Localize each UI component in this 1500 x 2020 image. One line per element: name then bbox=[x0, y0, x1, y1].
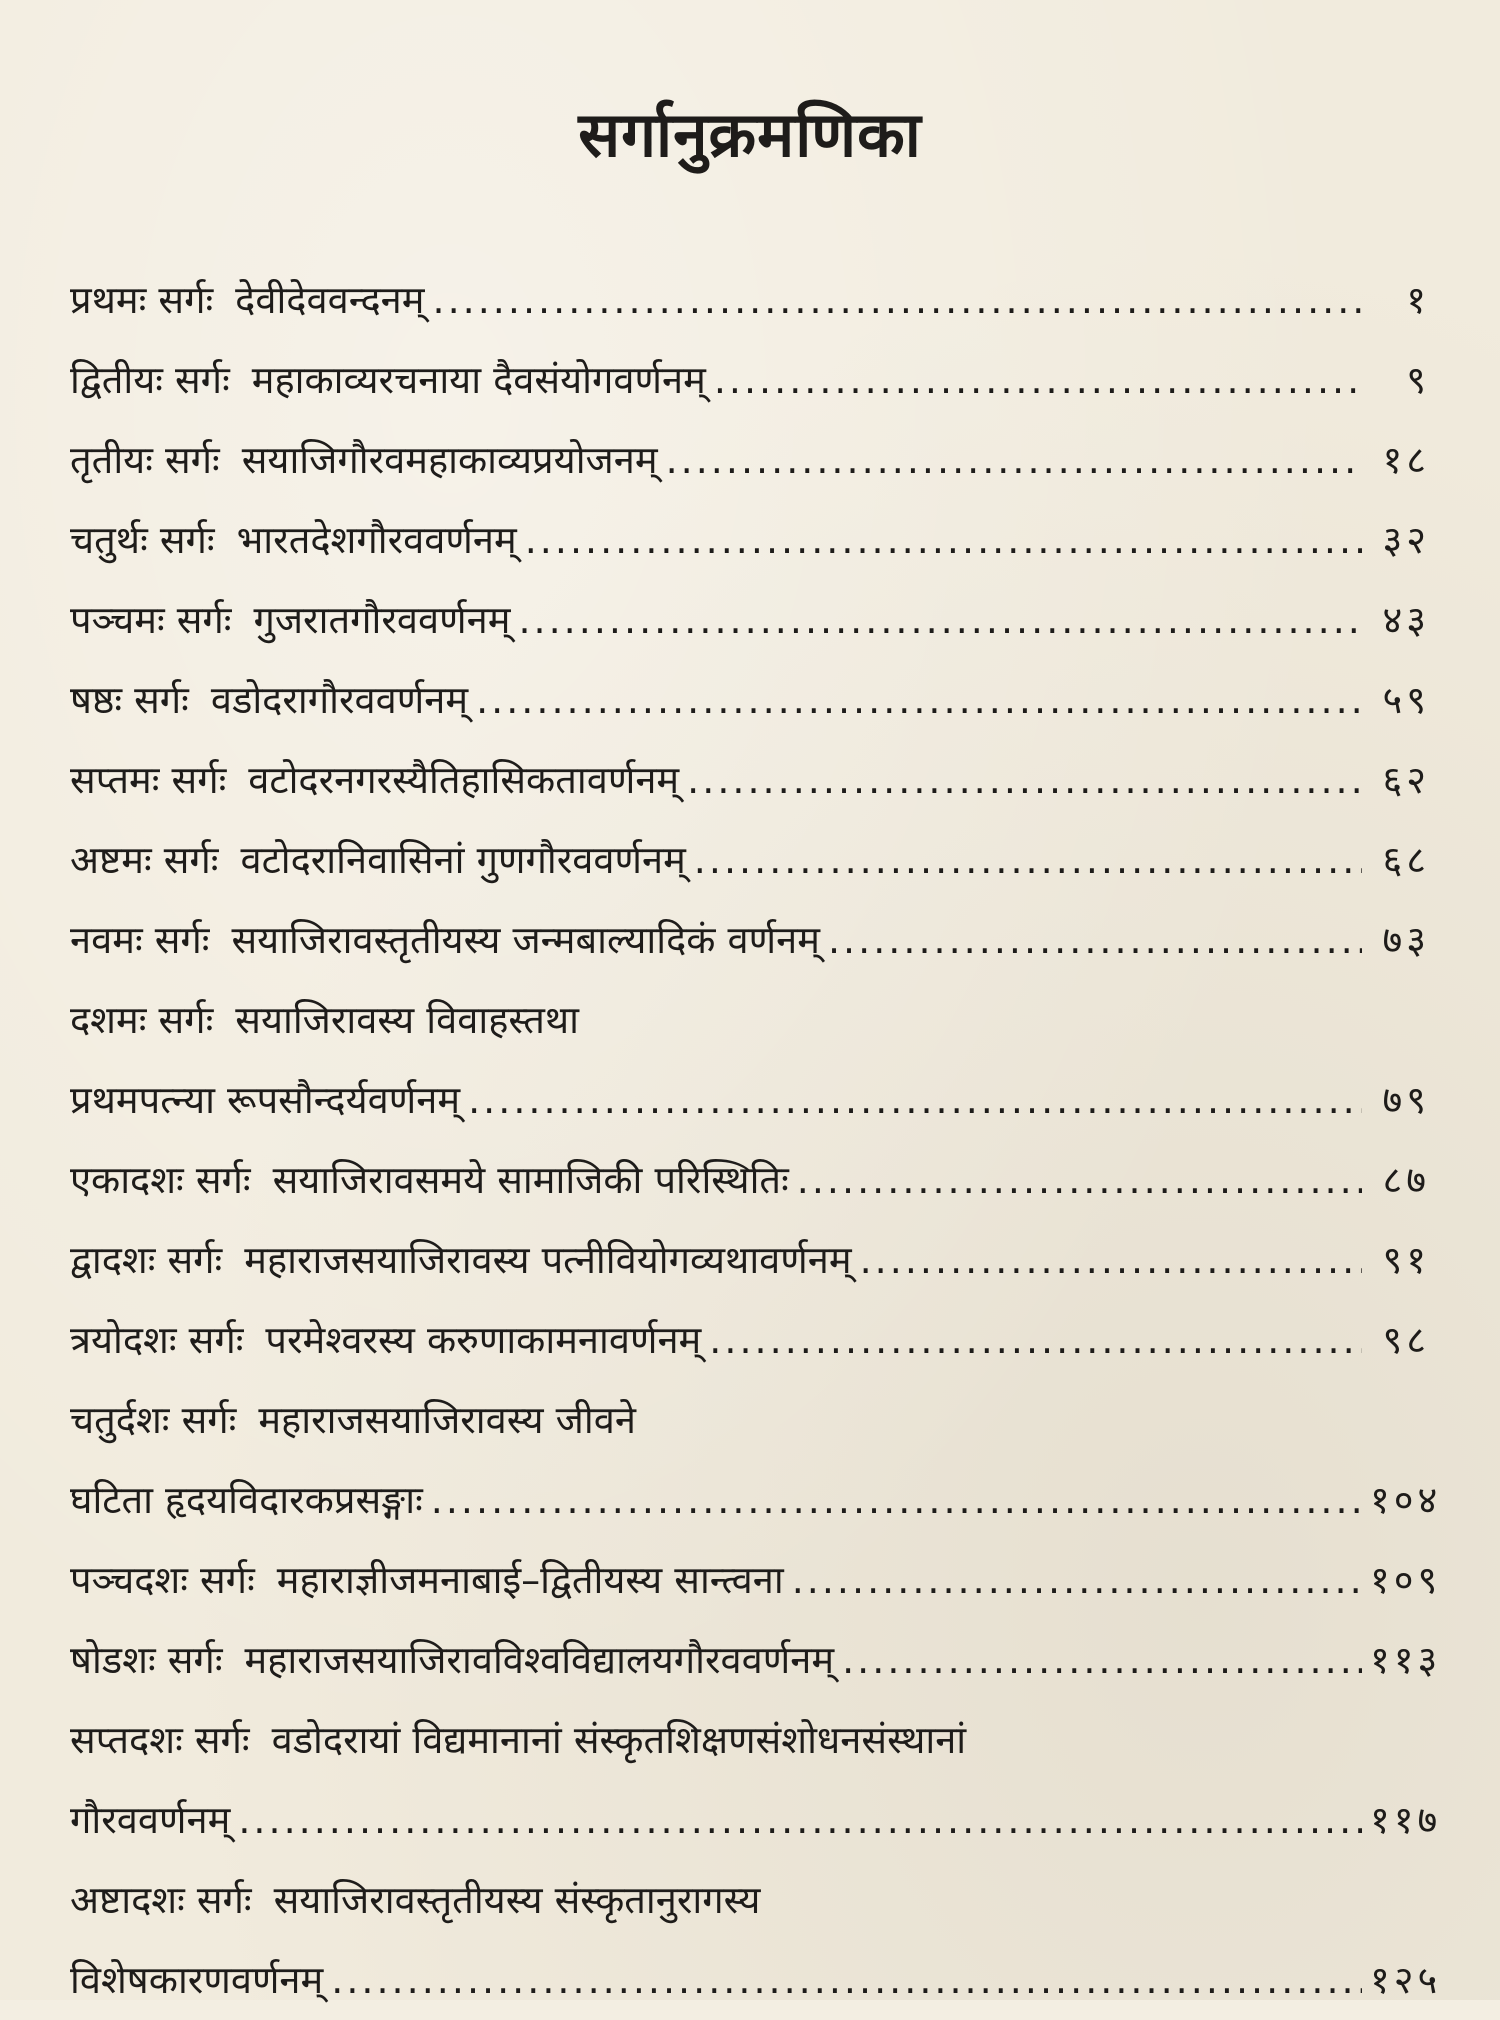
dot-leader bbox=[694, 820, 1362, 900]
chapter-number: द्वितीयः सर्गः bbox=[70, 358, 230, 402]
chapter-title-continued: घटिता हृदयविदारकप्रसङ्गाः bbox=[70, 1478, 423, 1522]
dot-leader bbox=[525, 500, 1362, 580]
dot-leader bbox=[792, 1540, 1362, 1620]
page-number: ३२ bbox=[1382, 518, 1430, 562]
dot-leader bbox=[476, 660, 1362, 740]
chapter-title-continued: विशेषकारणवर्णनम् bbox=[70, 1958, 324, 2002]
chapter-title: वटोदरनगरस्यैतिहासिकतावर्णनम् bbox=[248, 758, 680, 802]
dot-leader bbox=[238, 1780, 1362, 1860]
dot-leader bbox=[666, 420, 1362, 500]
dot-leader bbox=[331, 1940, 1362, 2020]
chapter-number: दशमः सर्गः bbox=[70, 998, 214, 1042]
dot-leader bbox=[842, 1620, 1362, 1700]
toc-entry-15 bbox=[70, 1540, 1442, 1620]
table-of-contents bbox=[70, 260, 1442, 2020]
dot-leader bbox=[432, 260, 1362, 340]
page-title: सर्गानुक्रमणिका bbox=[578, 98, 922, 171]
toc-entry-8 bbox=[70, 820, 1430, 900]
toc-entry-13 bbox=[70, 1300, 1430, 1380]
toc-entry-9 bbox=[70, 900, 1430, 980]
page-number: १०९ bbox=[1370, 1558, 1442, 1602]
page-number: ६८ bbox=[1382, 838, 1430, 882]
page-number: ६२ bbox=[1382, 758, 1430, 802]
chapter-title: सयाजिरावसमये सामाजिकी परिस्थितिः bbox=[272, 1158, 789, 1202]
chapter-number: नवमः सर्गः bbox=[70, 918, 210, 962]
chapter-title: देवीदेववन्दनम् bbox=[235, 278, 425, 322]
toc-entry-10 bbox=[70, 980, 1430, 1140]
chapter-number: सप्तमः सर्गः bbox=[70, 758, 227, 802]
dot-leader bbox=[468, 1060, 1362, 1140]
toc-entry-17 bbox=[70, 1700, 1442, 1860]
chapter-title: सयाजिरावस्तृतीयस्य जन्मबाल्यादिकं वर्णनम् bbox=[231, 918, 820, 962]
chapter-number: तृतीयः सर्गः bbox=[70, 438, 220, 482]
chapter-number: अष्टमः सर्गः bbox=[70, 838, 219, 882]
dot-leader bbox=[518, 580, 1362, 660]
page-number: १८ bbox=[1382, 438, 1430, 482]
page-number: ११३ bbox=[1370, 1638, 1442, 1682]
chapter-number: त्रयोदशः सर्गः bbox=[70, 1318, 244, 1362]
toc-entry-18 bbox=[70, 1860, 1442, 2020]
page-number: १०४ bbox=[1370, 1478, 1442, 1522]
chapter-title: वडोदरागौरववर्णनम् bbox=[210, 678, 469, 722]
chapter-title: वटोदरानिवासिनां गुणगौरववर्णनम् bbox=[240, 838, 686, 882]
chapter-title: वडोदरायां विद्यमानानां संस्कृतशिक्षणसंशोधनसंस्थानां bbox=[271, 1718, 967, 1762]
toc-entry-7 bbox=[70, 740, 1430, 820]
chapter-title: महाराजसयाजिरावविश्वविद्यालयगौरववर्णनम् bbox=[244, 1638, 835, 1682]
chapter-number: चतुर्थः सर्गः bbox=[70, 518, 215, 562]
chapter-title-continued: प्रथमपत्न्या रूपसौन्दर्यवर्णनम् bbox=[70, 1078, 461, 1122]
chapter-number: षष्ठः सर्गः bbox=[70, 678, 189, 722]
page-number: ९८ bbox=[1382, 1318, 1430, 1362]
dot-leader bbox=[431, 1460, 1362, 1540]
chapter-number: प्रथमः सर्गः bbox=[70, 278, 214, 322]
chapter-title: सयाजिरावस्य विवाहस्तथा bbox=[235, 998, 579, 1042]
toc-entry-14 bbox=[70, 1380, 1442, 1540]
toc-entry-2 bbox=[70, 340, 1430, 420]
chapter-title: सयाजिगौरवमहाकाव्यप्रयोजनम् bbox=[241, 438, 658, 482]
toc-entry-12 bbox=[70, 1220, 1430, 1300]
chapter-number: पञ्चदशः सर्गः bbox=[70, 1558, 255, 1602]
toc-entry-6 bbox=[70, 660, 1430, 740]
page-number: ८७ bbox=[1382, 1158, 1430, 1202]
chapter-title: भारतदेशगौरववर्णनम् bbox=[236, 518, 517, 562]
toc-entry-16 bbox=[70, 1620, 1442, 1700]
page-number: ७९ bbox=[1382, 1078, 1430, 1122]
dot-leader bbox=[709, 1300, 1362, 1380]
chapter-title: महाराजसयाजिरावस्य पत्नीवियोगव्यथावर्णनम् bbox=[244, 1238, 852, 1282]
dot-leader bbox=[797, 1140, 1362, 1220]
page-number: ११७ bbox=[1370, 1798, 1442, 1842]
toc-entry-3 bbox=[70, 420, 1430, 500]
page-number: ५९ bbox=[1382, 678, 1430, 722]
page-number: १ bbox=[1406, 278, 1430, 322]
toc-entry-1 bbox=[70, 260, 1430, 340]
chapter-title: परमेश्वरस्य करुणाकामनावर्णनम् bbox=[265, 1318, 702, 1362]
page-number: ७३ bbox=[1382, 918, 1430, 962]
chapter-number: सप्तदशः सर्गः bbox=[70, 1718, 250, 1762]
chapter-title: महाराज्ञीजमनाबाई–द्वितीयस्य सान्त्वना bbox=[276, 1558, 784, 1602]
chapter-number: अष्टादशः सर्गः bbox=[70, 1878, 252, 1922]
chapter-number: चतुर्दशः सर्गः bbox=[70, 1398, 237, 1442]
chapter-title: सयाजिरावस्तृतीयस्य संस्कृतानुरागस्य bbox=[273, 1878, 761, 1922]
toc-entry-4 bbox=[70, 500, 1430, 580]
chapter-title-continued: गौरववर्णनम् bbox=[70, 1798, 231, 1842]
toc-entry-5 bbox=[70, 580, 1430, 660]
dot-leader bbox=[714, 340, 1362, 420]
dot-leader bbox=[687, 740, 1362, 820]
dot-leader bbox=[860, 1220, 1362, 1300]
chapter-title: महाराजसयाजिरावस्य जीवने bbox=[258, 1398, 636, 1442]
page-number: ९ bbox=[1406, 358, 1430, 402]
chapter-number: षोडशः सर्गः bbox=[70, 1638, 223, 1682]
chapter-number: द्वादशः सर्गः bbox=[70, 1238, 223, 1282]
chapter-title: गुजरातगौरववर्णनम् bbox=[253, 598, 511, 642]
chapter-number: एकादशः सर्गः bbox=[70, 1158, 251, 1202]
dot-leader bbox=[828, 900, 1362, 980]
chapter-number: पञ्चमः सर्गः bbox=[70, 598, 232, 642]
page-number: ९१ bbox=[1382, 1238, 1430, 1282]
toc-entry-11 bbox=[70, 1140, 1430, 1220]
page-number: १२५ bbox=[1370, 1958, 1442, 2002]
page-number: ४३ bbox=[1382, 598, 1430, 642]
chapter-title: महाकाव्यरचनाया दैवसंयोगवर्णनम् bbox=[251, 358, 706, 402]
